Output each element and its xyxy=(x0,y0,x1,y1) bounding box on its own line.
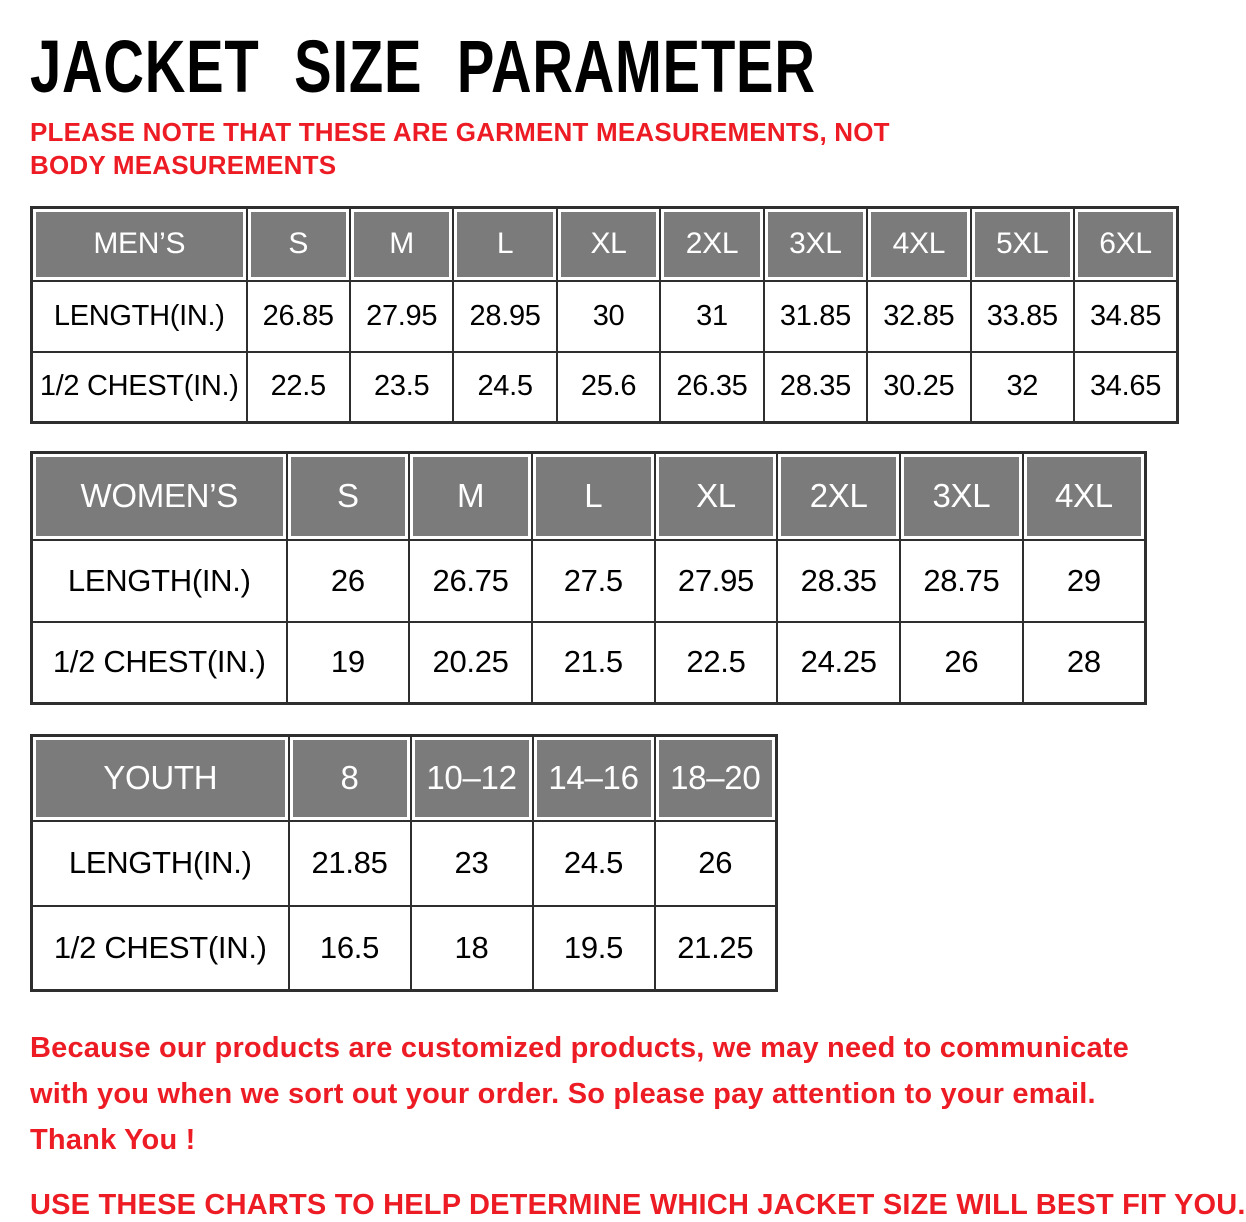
header-cell: S xyxy=(287,453,410,540)
youth-header-row xyxy=(32,736,777,821)
value-cell: 30 xyxy=(557,281,660,352)
value-cell: 25.6 xyxy=(557,352,660,423)
value-cell: 34.85 xyxy=(1074,281,1178,352)
value-cell: 20.25 xyxy=(409,622,532,704)
value-cell: 18 xyxy=(411,906,533,991)
value-cell: 16.5 xyxy=(289,906,411,991)
header-cell: 18–20 xyxy=(655,736,777,821)
value-cell: 22.5 xyxy=(655,622,778,704)
mens-table-title-cell: MEN’S xyxy=(32,208,247,281)
womens-header-row xyxy=(32,453,1146,540)
value-cell: 22.5 xyxy=(247,352,350,423)
page-title xyxy=(30,24,1180,108)
value-cell: 26 xyxy=(655,821,777,906)
mens-size-table xyxy=(30,206,1179,424)
header-cell: M xyxy=(350,208,453,281)
header-cell: 2XL xyxy=(777,453,900,540)
row-label-cell: 1/2 CHEST(IN.) xyxy=(32,352,247,423)
youth-size-table xyxy=(30,734,778,992)
value-cell: 28.35 xyxy=(764,352,867,423)
row-label-cell: LENGTH(IN.) xyxy=(32,821,289,906)
header-cell: L xyxy=(453,208,556,281)
header-cell: 3XL xyxy=(764,208,867,281)
value-cell: 24.5 xyxy=(533,821,655,906)
womens-table-title-cell: WOMEN’S xyxy=(32,453,287,540)
header-cell: 4XL xyxy=(1023,453,1146,540)
header-cell: XL xyxy=(655,453,778,540)
youth-chest-row xyxy=(32,906,777,991)
header-cell: 10–12 xyxy=(411,736,533,821)
value-cell: 28.95 xyxy=(453,281,556,352)
value-cell: 27.95 xyxy=(350,281,453,352)
value-cell: 23.5 xyxy=(350,352,453,423)
value-cell: 28.75 xyxy=(900,540,1023,622)
womens-size-table xyxy=(30,451,1147,705)
chart-usage-note: USE THESE CHARTS TO HELP DETERMINE WHICH JACKET SIZE WILL BEST FIT YOU. xyxy=(30,1189,1246,1222)
mens-header-row xyxy=(32,208,1178,281)
value-cell: 29 xyxy=(1023,540,1146,622)
value-cell: 30.25 xyxy=(867,352,970,423)
value-cell: 26 xyxy=(900,622,1023,704)
page-title-text: JACKET SIZE PARAMETER xyxy=(30,24,816,108)
value-cell: 19 xyxy=(287,622,410,704)
value-cell: 26.35 xyxy=(660,352,763,423)
footer-notes xyxy=(30,1026,1246,1222)
value-cell: 31 xyxy=(660,281,763,352)
header-cell: M xyxy=(409,453,532,540)
header-cell: 6XL xyxy=(1074,208,1178,281)
value-cell: 31.85 xyxy=(764,281,867,352)
header-cell: XL xyxy=(557,208,660,281)
customization-note: Because our products are customized products, we may need to communicate with you when we sort out your order. So please pay attention to your email. Thank You ! xyxy=(30,1032,1129,1156)
value-cell: 32 xyxy=(971,352,1074,423)
value-cell: 28.35 xyxy=(777,540,900,622)
mens-chest-row xyxy=(32,352,1178,423)
header-cell: 4XL xyxy=(867,208,970,281)
value-cell: 26.85 xyxy=(247,281,350,352)
header-cell: 2XL xyxy=(660,208,763,281)
garment-measurement-note: PLEASE NOTE THAT THESE ARE GARMENT MEASUREMENTS, NOT BODY MEASUREMENTS xyxy=(30,117,890,181)
row-label-cell: 1/2 CHEST(IN.) xyxy=(32,622,287,704)
mens-length-row xyxy=(32,281,1178,352)
header-cell: 14–16 xyxy=(533,736,655,821)
row-label-cell: LENGTH(IN.) xyxy=(32,540,287,622)
header-cell: 3XL xyxy=(900,453,1023,540)
row-label-cell: 1/2 CHEST(IN.) xyxy=(32,906,289,991)
value-cell: 27.95 xyxy=(655,540,778,622)
value-cell: 21.25 xyxy=(655,906,777,991)
value-cell: 21.5 xyxy=(532,622,655,704)
value-cell: 34.65 xyxy=(1074,352,1178,423)
value-cell: 33.85 xyxy=(971,281,1074,352)
header-cell: S xyxy=(247,208,350,281)
womens-length-row xyxy=(32,540,1146,622)
value-cell: 26.75 xyxy=(409,540,532,622)
value-cell: 28 xyxy=(1023,622,1146,704)
value-cell: 27.5 xyxy=(532,540,655,622)
value-cell: 21.85 xyxy=(289,821,411,906)
value-cell: 24.5 xyxy=(453,352,556,423)
value-cell: 23 xyxy=(411,821,533,906)
youth-length-row xyxy=(32,821,777,906)
header-cell: 5XL xyxy=(971,208,1074,281)
header-cell: L xyxy=(532,453,655,540)
womens-chest-row xyxy=(32,622,1146,704)
value-cell: 19.5 xyxy=(533,906,655,991)
header-cell: 8 xyxy=(289,736,411,821)
value-cell: 26 xyxy=(287,540,410,622)
row-label-cell: LENGTH(IN.) xyxy=(32,281,247,352)
value-cell: 32.85 xyxy=(867,281,970,352)
value-cell: 24.25 xyxy=(777,622,900,704)
youth-table-title-cell: YOUTH xyxy=(32,736,289,821)
